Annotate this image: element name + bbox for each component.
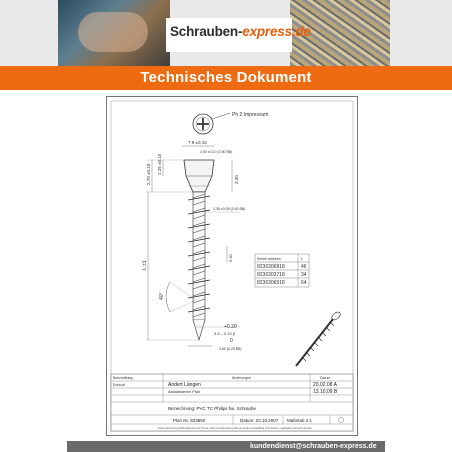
fine-print: Diese Zeichnung bleibt Eigentum der Firma. Ohne Genehmigung darf sie weder vervielfältigt noch Dritten zugänglich gemacht werden. <box>158 427 313 430</box>
tol-zero-label: 0 <box>230 338 233 344</box>
document-title: Technisches Dokument <box>140 69 312 86</box>
variant-table <box>255 254 309 287</box>
aenderungen-label: Änderungen <box>232 376 252 380</box>
variant-header-art: Serien Artikelnr. <box>257 257 282 261</box>
length-label: L ±1 <box>142 260 148 270</box>
scale-label: Maßstab 2:1 <box>287 418 313 423</box>
angle-label: 40° <box>159 292 165 300</box>
footer-email-link[interactable]: kundendienst@schrauben-express.de <box>250 443 377 450</box>
tol-plus-label: +0.20 <box>224 324 237 330</box>
variant-art-2: 8236303718 <box>257 272 285 278</box>
bezeichnung-text: Bezeichnung: PVC TC Philips fixi, Schraube <box>168 406 256 411</box>
screw-sketch <box>296 310 342 366</box>
plan-update-label: Aktualisierter Plan <box>168 389 201 394</box>
small-right-label: 3.30 <box>228 254 233 262</box>
variant-len-1: 46 <box>301 264 307 270</box>
entwurf-value: Andert Längen <box>168 382 201 388</box>
plan-number: Plan Nr. 823650 <box>173 418 206 423</box>
variant-header-len: L <box>301 257 303 261</box>
plan-update-date: 13.10.09 B <box>313 389 338 395</box>
head-height-label: 2.70 ±0.10 <box>146 163 151 185</box>
impressum-label: Ph 2 Impressum <box>232 112 269 118</box>
phillips-cross <box>197 118 209 130</box>
tol-mid-label: 3.5 – 0.10 β <box>214 331 236 336</box>
variant-len-2: 34 <box>301 272 307 278</box>
variant-art-3: 8236306518 <box>257 280 285 286</box>
head-depth-label: 1.25 ±0.15 <box>157 153 162 175</box>
head-diameter-label: 7.9 ±0.15 <box>188 140 207 145</box>
logo-text-accent: express.de <box>242 24 311 39</box>
datum-col-label: Datum <box>320 376 331 380</box>
angle-leg-2 <box>170 300 196 312</box>
variant-art-1: 8236306818 <box>257 264 285 270</box>
angle-arc <box>166 282 170 312</box>
variant-len-3: 64 <box>301 280 307 286</box>
tip-label: 2.60 (5.25 BB) <box>219 347 242 351</box>
entwurf-label: Entwurf <box>113 383 125 387</box>
impressum-leader <box>212 113 230 119</box>
plan-date: Datum: 03.10.2007 <box>240 418 279 423</box>
beschriftung-label: Beschriftung <box>113 376 133 380</box>
logo-text-main: Schrauben- <box>170 24 243 39</box>
entwurf-date: 20.02.08 A <box>313 382 337 388</box>
angle-leg-1 <box>170 282 196 300</box>
thread-note-label: 4.50 ±0.10 (2.50 BB) <box>200 150 233 154</box>
right-head-label: 2.30 <box>234 175 239 184</box>
screw-shank <box>188 192 210 340</box>
shank-label: 2.35 ±0.05 (3.00 BB) <box>213 207 246 211</box>
